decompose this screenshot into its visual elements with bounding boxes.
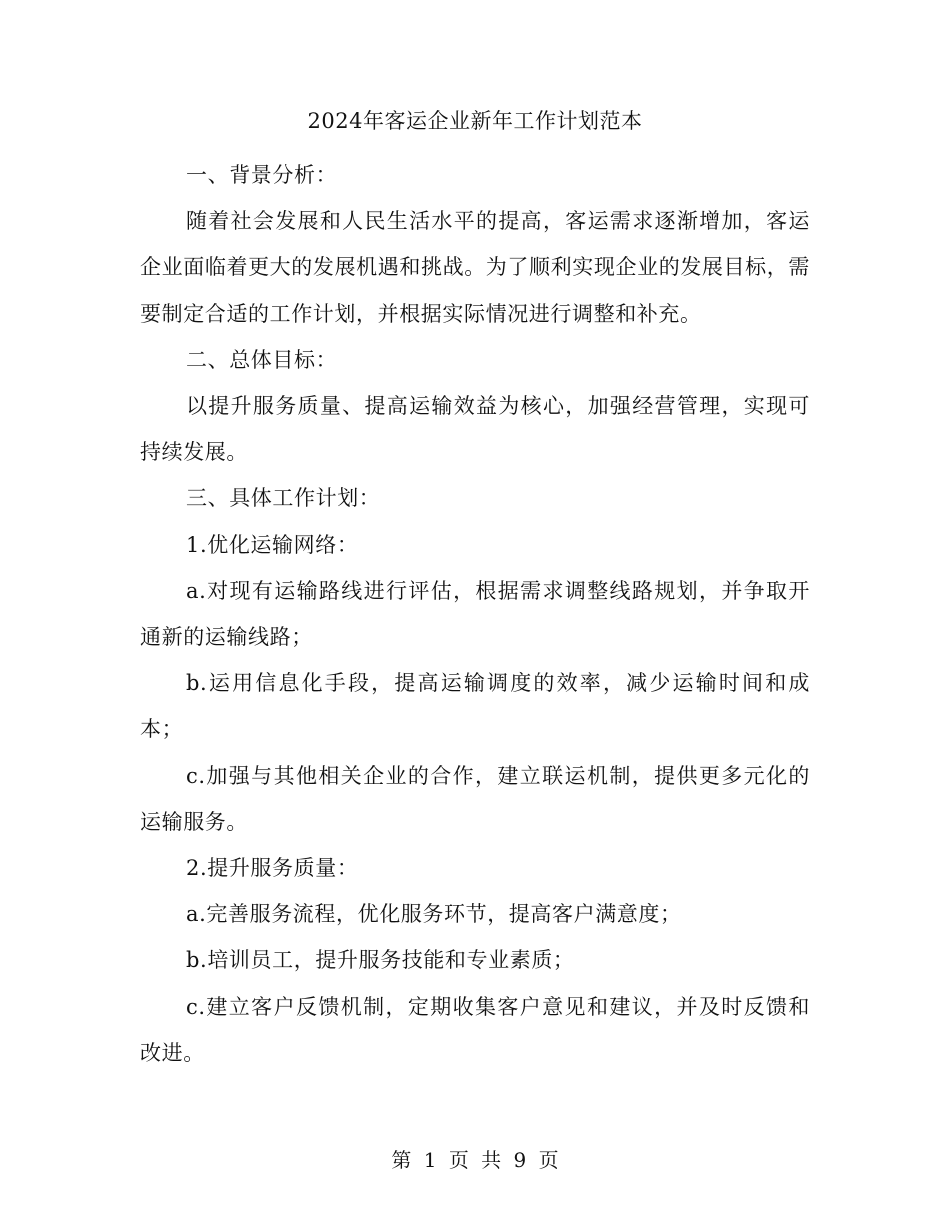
list-item: c.加强与其他相关企业的合作，建立联运机制，提供更多元化的运输服务。 — [140, 763, 810, 834]
list-item: c.建立客户反馈机制，定期收集客户意见和建议，并及时反馈和改进。 — [140, 994, 810, 1065]
section-heading-goal: 二、总体目标： — [186, 347, 338, 372]
document-body — [140, 152, 810, 1076]
list-item: b.培训员工，提升服务技能和专业素质； — [186, 948, 575, 973]
section-heading-plan: 三、具体工作计划： — [186, 486, 381, 511]
list-item: a.对现有运输路线进行评估，根据需求调整线路规划，并争取开通新的运输线路； — [140, 578, 810, 650]
section-heading-background: 一、背景分析： — [186, 163, 338, 187]
list-item: a.完善服务流程，优化服务环节，提高客户满意度； — [186, 902, 682, 927]
subheading-network: 1.优化运输网络： — [186, 532, 359, 557]
document-title: 2024年客运企业新年工作计划范本 — [307, 109, 643, 133]
paragraph-goal: 以提升服务质量、提高运输效益为核心，加强经营管理，实现可持续发展。 — [140, 394, 810, 465]
list-item: b.运用信息化手段，提高运输调度的效率，减少运输时间和成本； — [140, 671, 810, 742]
subheading-service: 2.提升服务质量： — [186, 856, 359, 881]
paragraph-background: 随着社会发展和人民生活水平的提高，客运需求逐渐增加，客运企业面临着更大的发展机遇和挑战。为了顺利实现企业的发展目标，需要制定合适的工作计划，并根据实际情况进行调整和补充。 — [140, 209, 810, 326]
page-footer: 第 1 页 共 9 页 — [391, 1148, 559, 1172]
